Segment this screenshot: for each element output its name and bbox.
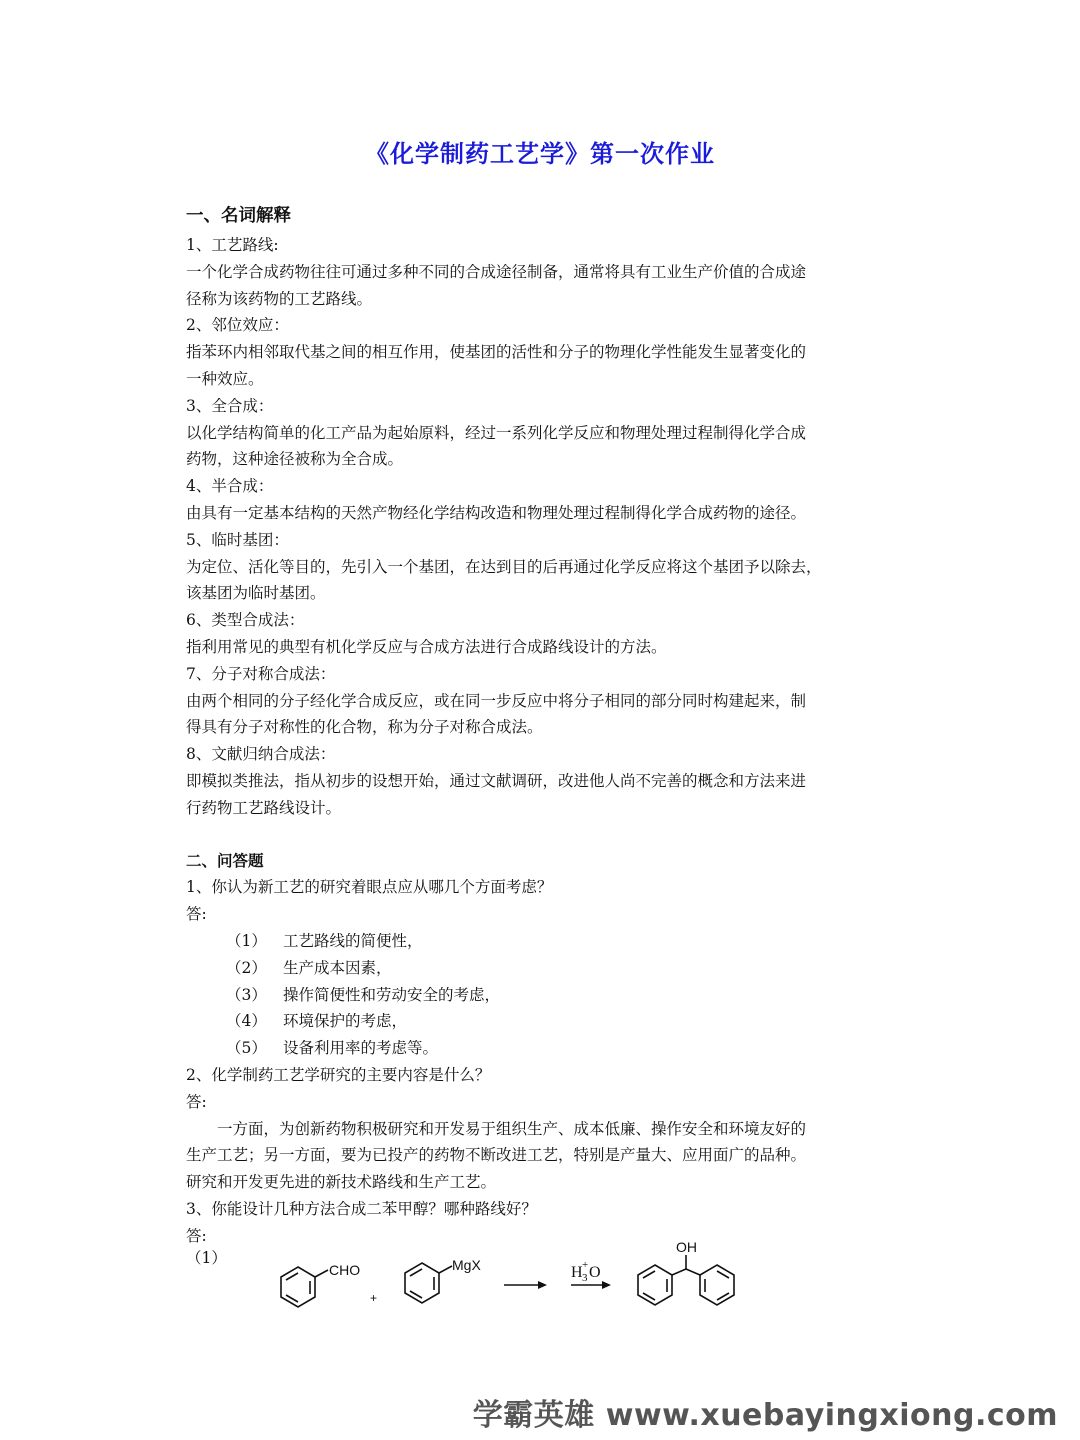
question-text: 1、你认为新工艺的研究着眼点应从哪几个方面考虑？ xyxy=(186,878,553,897)
answer-list-item xyxy=(186,1008,896,1035)
page-title: 《化学制药工艺学》第一次作业 xyxy=(365,139,715,168)
term-definition-line: 径称为该药物的工艺路线。 xyxy=(186,289,373,308)
section2-heading: 二、问答题 xyxy=(186,850,264,870)
list-number: （1） xyxy=(226,931,267,950)
question-3 xyxy=(186,1196,896,1326)
answer-paragraph-line: 研究和开发更先进的新技术路线和生产工艺。 xyxy=(186,1173,497,1192)
term-entry xyxy=(186,741,896,821)
answer-label: 答: xyxy=(186,1226,207,1245)
term-definition-line: 指利用常见的典型有机化学反应与合成方法进行合成路线设计的方法。 xyxy=(186,637,667,656)
term-entry xyxy=(186,393,896,473)
grignard-group-label: MgX xyxy=(452,1257,481,1274)
term-title: 6、类型合成法： xyxy=(186,611,305,630)
term-definition-line: 得具有分子对称性的化合物，称为分子对称合成法。 xyxy=(186,718,543,737)
list-text: 环境保护的考虑， xyxy=(283,1012,408,1031)
term-title: 1、工艺路线: xyxy=(186,236,279,254)
reagent-h: H xyxy=(571,1264,583,1282)
document-body xyxy=(186,200,896,1325)
answer-list-item xyxy=(186,982,896,1009)
watermark: 学霸英雄 www.xuebayingxiong.com xyxy=(472,1398,1058,1433)
term-definition-line: 由具有一定基本结构的天然产物经化学结构改造和物理处理过程制得化学合成药物的途径。 xyxy=(186,503,807,522)
reaction-scheme xyxy=(186,1239,896,1325)
list-number: （2） xyxy=(226,958,267,977)
aldehyde-group-label: CHO xyxy=(329,1262,361,1279)
term-entry xyxy=(186,607,896,661)
list-text: 操作简便性和劳动安全的考虑， xyxy=(283,985,501,1004)
section1-heading: 一、名词解释 xyxy=(186,206,291,226)
term-definition-line: 即模拟类推法，指从初步的设想开始，通过文献调研，改进他人尚不完善的概念和方法来进 xyxy=(186,771,807,790)
answer-list-item xyxy=(186,928,896,955)
section-spacer xyxy=(186,822,896,848)
route-label: （1） xyxy=(186,1249,227,1268)
term-title: 4、半合成： xyxy=(186,477,274,496)
term-title: 2、邻位效应： xyxy=(186,316,289,335)
answer-list-item xyxy=(186,1035,896,1062)
question-2 xyxy=(186,1062,896,1196)
term-entry xyxy=(186,661,896,741)
question-text: 2、化学制药工艺学研究的主要内容是什么？ xyxy=(186,1065,491,1084)
reagent-subscript: 3 xyxy=(582,1272,588,1285)
term-definition-line: 由两个相同的分子经化学合成反应，或在同一步反应中将分子相同的部分同时构建起来，制 xyxy=(186,691,807,710)
list-number: （3） xyxy=(226,985,267,1004)
term-entry xyxy=(186,232,896,312)
term-definition-line: 该基团为临时基团。 xyxy=(186,584,326,603)
list-number: （5） xyxy=(226,1039,267,1058)
term-definition-line: 以化学结构简单的化工产品为起始原料，经过一系列化学反应和物理处理过程制得化学合成 xyxy=(186,423,807,442)
answer-label: 答: xyxy=(186,1092,207,1111)
term-title: 5、临时基团： xyxy=(186,530,289,549)
list-text: 工艺路线的简便性， xyxy=(283,931,423,950)
question-1 xyxy=(186,874,896,1062)
reagent-o: O xyxy=(589,1264,601,1282)
term-entry xyxy=(186,473,896,527)
list-text: 生产成本因素， xyxy=(283,958,392,977)
term-title: 8、文献归纳合成法： xyxy=(186,745,336,764)
answer-paragraph-line: 生产工艺；另一方面，要为已投产的药物不断改进工艺，特别是产量大、应用面广的品种。 xyxy=(186,1146,807,1165)
plus-sign: + xyxy=(370,1291,378,1306)
term-definition-line: 药物，这种途径被称为全合成。 xyxy=(186,450,404,469)
answer-label: 答: xyxy=(186,905,207,924)
question-text: 3、你能设计几种方法合成二苯甲醇？哪种路线好？ xyxy=(186,1199,537,1218)
term-entry xyxy=(186,527,896,607)
term-definition-line: 一种效应。 xyxy=(186,369,264,388)
term-definition-line: 为定位、活化等目的，先引入一个基团，在达到目的后再通过化学反应将这个基团予以除去， xyxy=(186,557,822,576)
list-number: （4） xyxy=(226,1012,267,1031)
term-definition-line: 指苯环内相邻取代基之间的相互作用，使基团的活性和分子的物理化学性能发生显著变化的 xyxy=(186,343,807,362)
term-entry xyxy=(186,312,896,392)
term-definition-line: 一个化学合成药物往往可通过多种不同的合成途径制备，通常将具有工业生产价值的合成途 xyxy=(186,262,807,281)
term-list xyxy=(186,232,896,822)
reagent-superscript: + xyxy=(582,1259,589,1272)
answer-paragraph-line: 一方面，为创新药物积极研究和开发易于组织生产、成本低廉、操作安全和环境友好的 xyxy=(217,1119,807,1138)
hydroxyl-group-label: OH xyxy=(676,1239,697,1256)
list-text: 设备利用率的考虑等。 xyxy=(283,1039,439,1058)
answer-list-item xyxy=(186,955,896,982)
term-title: 7、分子对称合成法： xyxy=(186,664,336,683)
term-title: 3、全合成： xyxy=(186,396,274,415)
term-definition-line: 行药物工艺路线设计。 xyxy=(186,798,342,817)
reaction-diagram xyxy=(266,1239,866,1323)
